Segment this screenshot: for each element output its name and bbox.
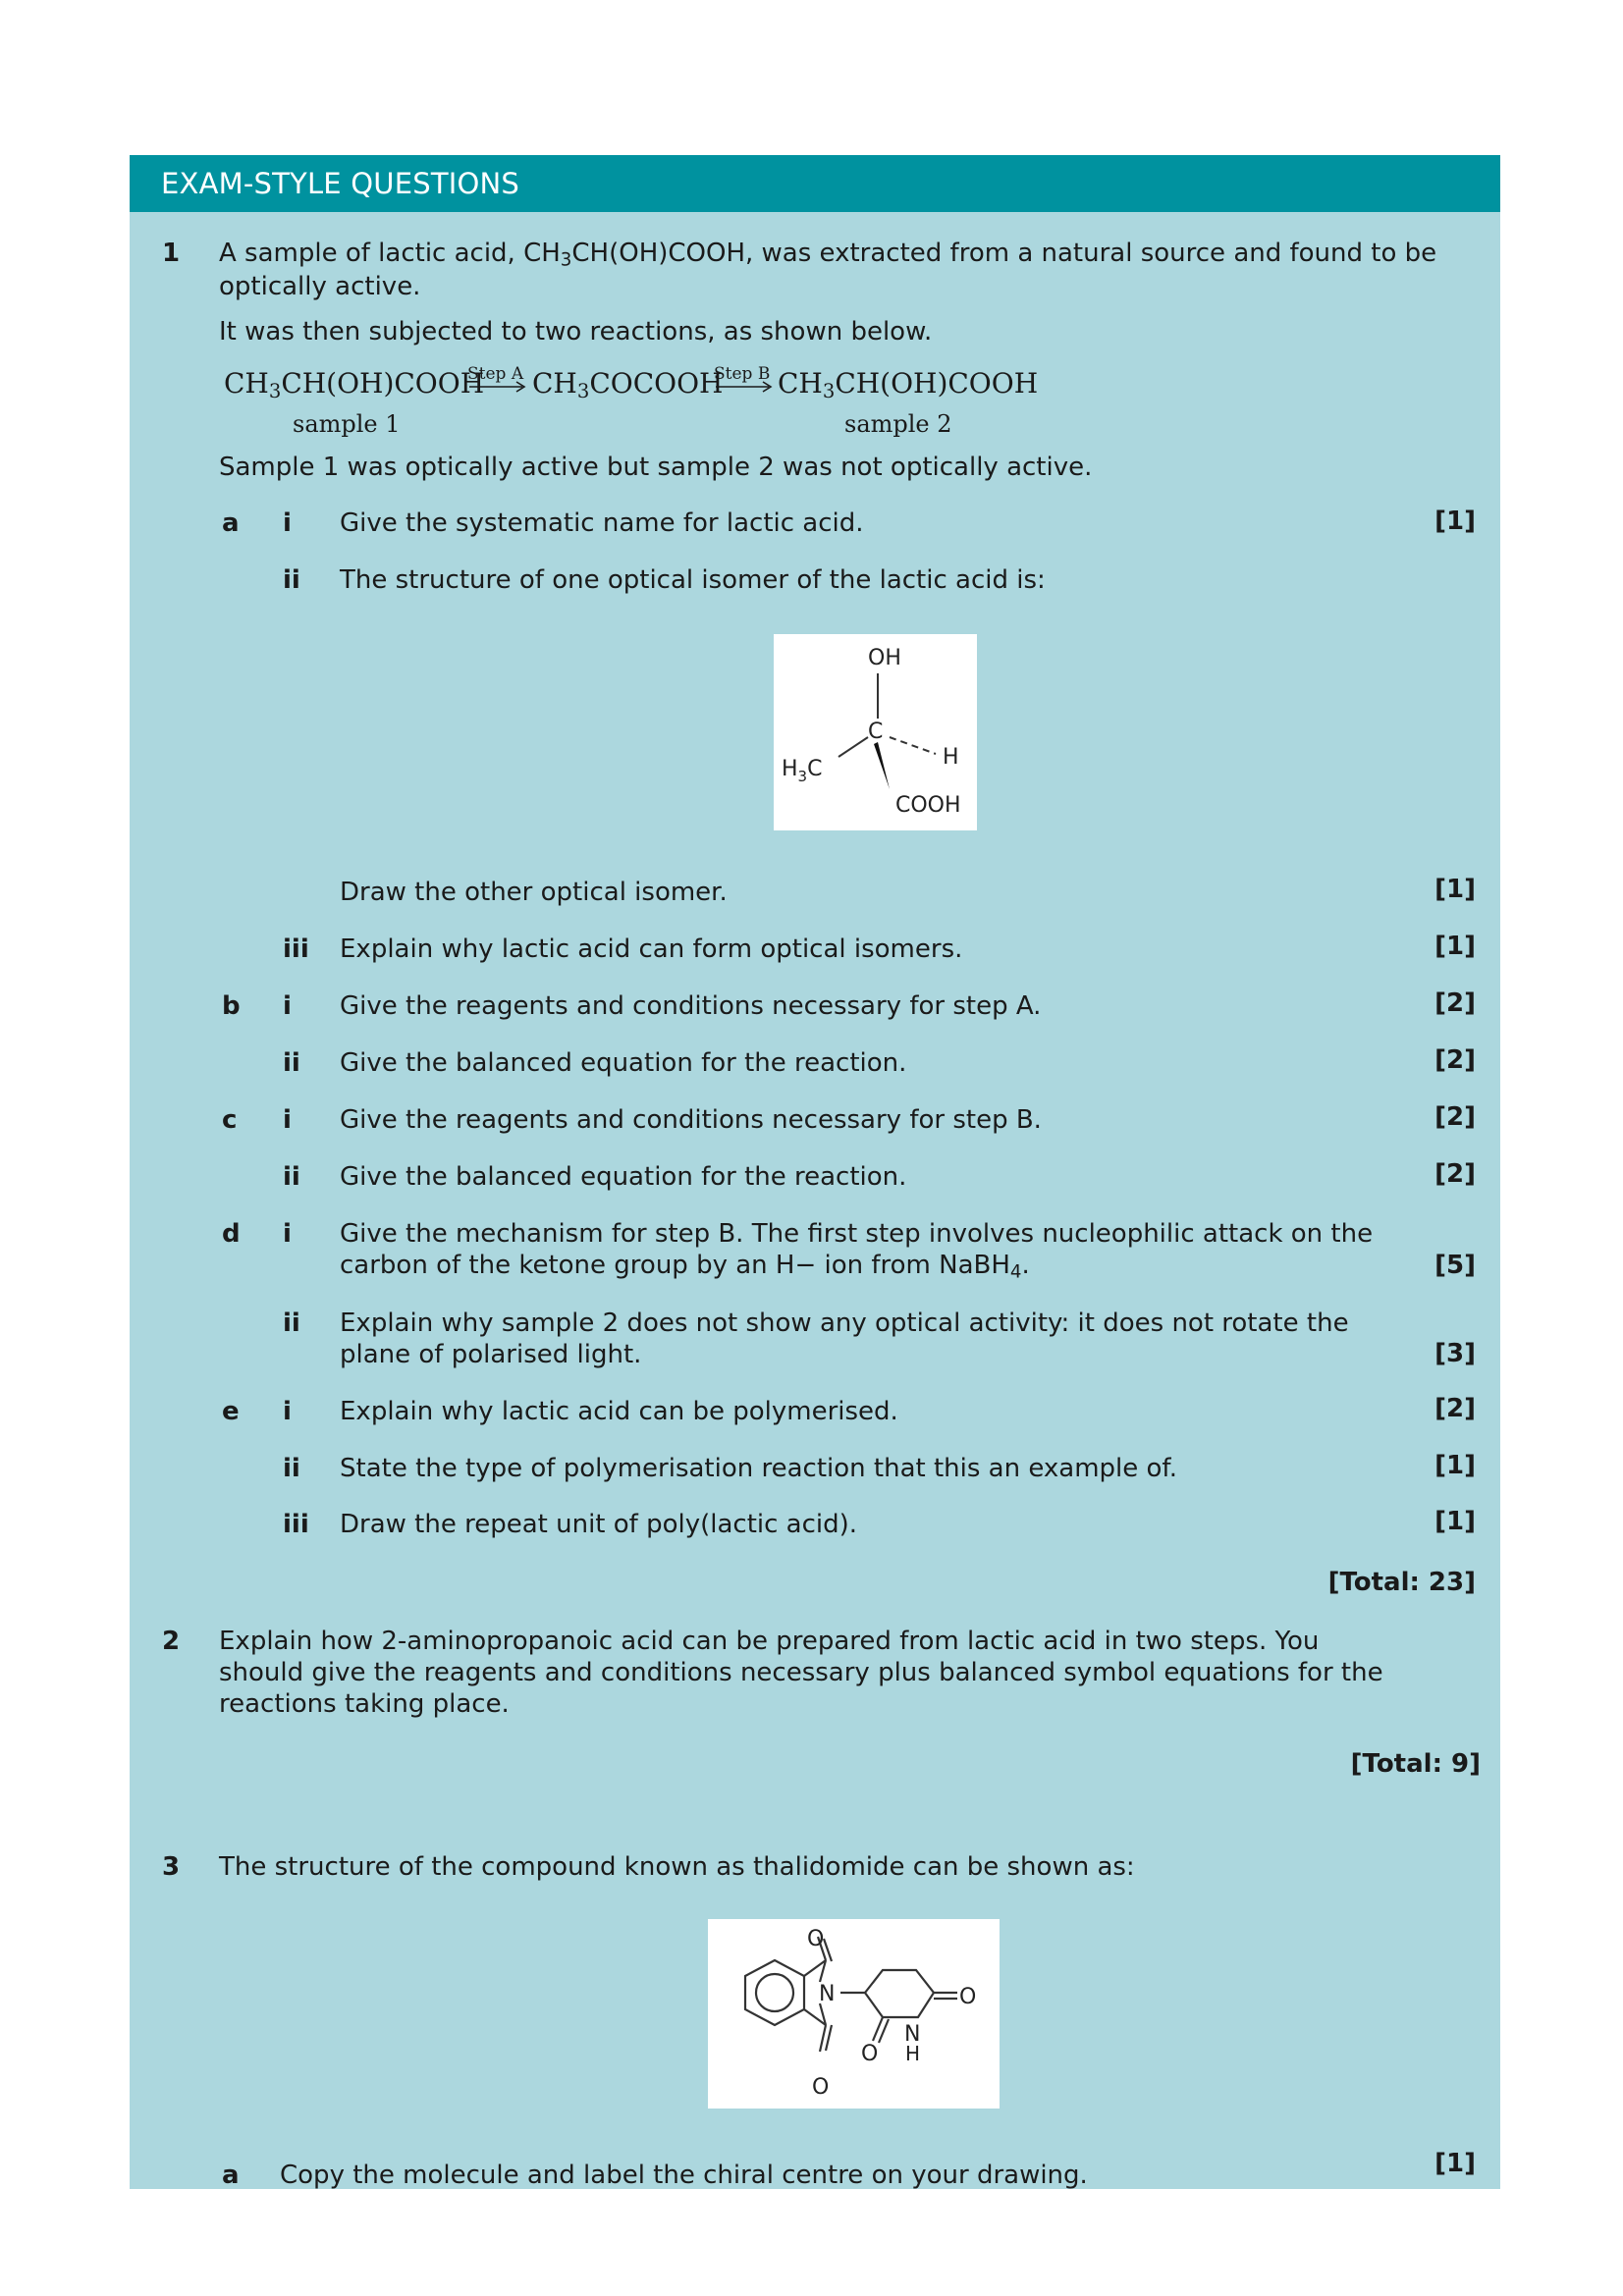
part-letter-e: e [222, 1397, 240, 1426]
step-a-arrow [467, 377, 528, 397]
part-marks: [1] [1434, 1451, 1476, 1480]
step-b-label: Step B [714, 364, 771, 384]
part-marks: [1] [1434, 1507, 1476, 1536]
section-title: EXAM-STYLE QUESTIONS [161, 167, 520, 200]
part-marks: [1] [1434, 875, 1476, 904]
part-text: Explain why lactic acid can form optical isomers. [340, 934, 963, 964]
part-letter-a: a [222, 508, 240, 538]
question-number-1: 1 [162, 239, 181, 268]
o-label: O [807, 1927, 825, 1951]
part-text-line2: carbon of the ketone group by an H− ion from NaBH$_4$. [340, 1251, 1030, 1283]
part-text: Copy the molecule and label the chiral centre on your drawing. [280, 2161, 1088, 2190]
q1-sample-note: Sample 1 was optically active but sample 2 was not optically active. [219, 453, 1093, 482]
h-label: H [905, 2042, 921, 2065]
part-marks: [1] [1434, 507, 1476, 536]
part-text-line2: plane of polarised light. [340, 1340, 642, 1369]
product-formula: $CH_3CH(OH)COOH$ [778, 367, 1039, 402]
intermediate-formula: $CH_3COCOOH$ [532, 367, 724, 402]
q2-total: [Total: 9] [1350, 1749, 1481, 1779]
q3-text: The structure of the compound known as thalidomide can be shown as: [219, 1852, 1135, 1882]
part-text: Draw the other optical isomer. [340, 878, 728, 907]
q1-intro-line1: A sample of lactic acid, $CH_3CH(OH)COOH$, was extracted from a natural source and found to be [219, 239, 1437, 271]
part-roman: i [283, 991, 292, 1021]
lactic-acid-isomer-structure [774, 634, 977, 830]
part-text: Give the reagents and conditions necessary for step A. [340, 991, 1042, 1021]
part-text: Draw the repeat unit of poly(lactic acid). [340, 1510, 858, 1539]
q1-intro-line2: optically active. [219, 272, 421, 301]
part-roman: i [283, 1219, 292, 1249]
oh-label: OH [868, 646, 901, 670]
step-b-arrow [714, 377, 775, 397]
part-roman: iii [283, 934, 309, 964]
part-roman: ii [283, 1454, 300, 1483]
part-roman: ii [283, 1162, 300, 1192]
sample-1-label: sample 1 [293, 410, 401, 438]
part-text: Explain why sample 2 does not show any optical activity: it does not rotate the [340, 1308, 1349, 1338]
part-marks: [1] [1434, 932, 1476, 961]
part-marks: [1] [1434, 2149, 1476, 2178]
q2-line-3: reactions taking place. [219, 1689, 510, 1719]
part-text: State the type of polymerisation reaction that this an example of. [340, 1454, 1177, 1483]
part-text: Give the balanced equation for the reaction. [340, 1048, 907, 1078]
part-marks: [2] [1434, 1159, 1476, 1189]
h3c-label: $H_3C$ [782, 757, 823, 785]
q2-line-1: Explain how 2-aminopropanoic acid can be prepared from lactic acid in two steps. You [219, 1627, 1320, 1656]
part-letter-a: a [222, 2161, 240, 2190]
part-roman: iii [283, 1510, 309, 1539]
n-label: N [904, 2022, 921, 2047]
part-roman: i [283, 1105, 292, 1135]
q1-total: [Total: 23] [1327, 1568, 1476, 1597]
q2-line-2: should give the reagents and conditions necessary plus balanced symbol equations for the [219, 1658, 1383, 1687]
part-marks: [2] [1434, 1394, 1476, 1423]
reactant-formula: $CH_3CH(OH)COOH$ [224, 367, 485, 402]
section-header [130, 155, 1500, 212]
part-roman: ii [283, 1308, 300, 1338]
thalidomide-drawing [708, 1919, 1000, 2109]
part-letter-b: b [222, 991, 241, 1021]
part-roman: ii [283, 1048, 300, 1078]
part-text: Give the systematic name for lactic acid. [340, 508, 864, 538]
part-text: The structure of one optical isomer of the lactic acid is: [340, 565, 1046, 595]
cooh-label: COOH [895, 793, 961, 818]
h-label: H [943, 745, 959, 770]
part-text: Give the reagents and conditions necessary for step B. [340, 1105, 1042, 1135]
o-label: O [812, 2075, 830, 2100]
isomer-drawing [774, 634, 977, 830]
part-roman: i [283, 508, 292, 538]
n-label: N [819, 1982, 836, 2006]
part-marks: [2] [1434, 988, 1476, 1018]
part-text: Explain why lactic acid can be polymerised. [340, 1397, 898, 1426]
question-number-2: 2 [162, 1627, 181, 1656]
part-roman: i [283, 1397, 292, 1426]
part-marks: [2] [1434, 1102, 1476, 1132]
thalidomide-structure [708, 1919, 1000, 2109]
question-number-3: 3 [162, 1852, 181, 1882]
part-text: Give the mechanism for step B. The first step involves nucleophilic attack on the [340, 1219, 1374, 1249]
c-label: C [868, 720, 884, 744]
part-text: Give the balanced equation for the reaction. [340, 1162, 907, 1192]
part-letter-d: d [222, 1219, 241, 1249]
step-a-label: Step A [467, 364, 524, 384]
part-roman: ii [283, 565, 300, 595]
q1-intro-2: It was then subjected to two reactions, as shown below. [219, 317, 933, 347]
part-letter-c: c [222, 1105, 238, 1135]
o-label: O [861, 2042, 879, 2066]
part-marks: [3] [1434, 1339, 1476, 1368]
sample-2-label: sample 2 [844, 410, 952, 438]
o-label: O [959, 1985, 977, 2009]
part-marks: [2] [1434, 1045, 1476, 1075]
part-marks: [5] [1434, 1251, 1476, 1280]
